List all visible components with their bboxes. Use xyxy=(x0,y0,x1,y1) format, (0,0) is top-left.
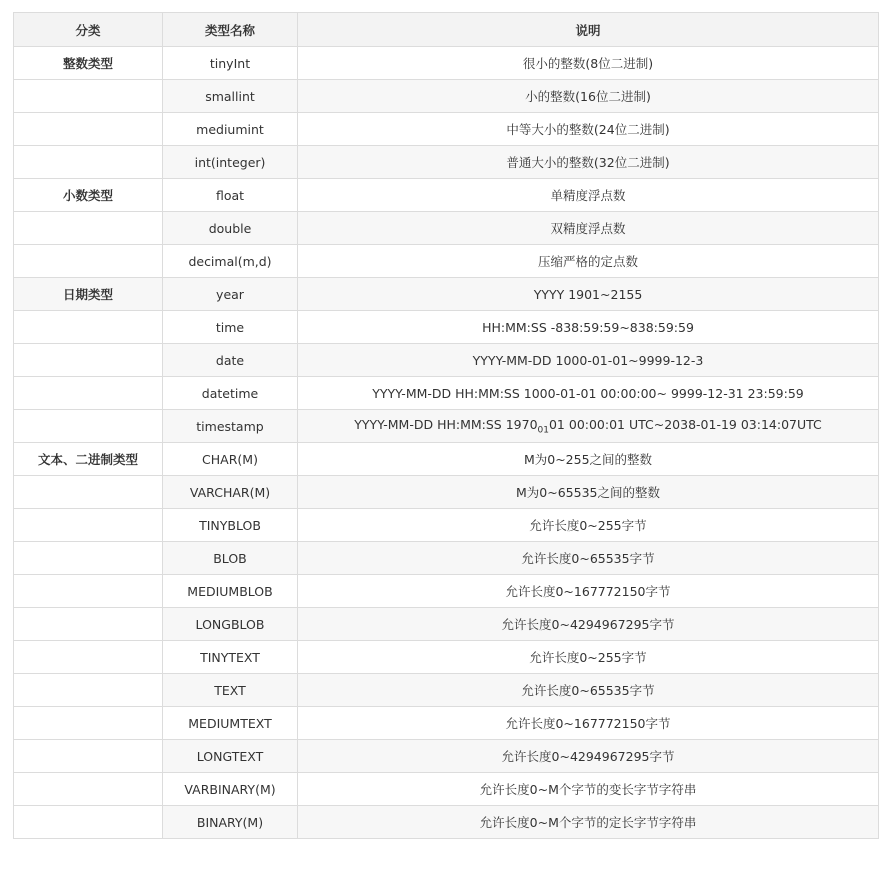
data-types-table-container xyxy=(13,12,878,839)
category-cell xyxy=(14,245,163,278)
type-name-cell: LONGTEXT xyxy=(163,740,298,773)
table-row xyxy=(14,311,879,344)
description-text: YYYY-MM-DD HH:MM:SS 1970 xyxy=(354,416,538,432)
category-cell xyxy=(14,146,163,179)
table-header xyxy=(14,13,879,47)
table-row xyxy=(14,344,879,377)
description-cell: 压缩严格的定点数 xyxy=(298,245,879,278)
description-subscript: 01 xyxy=(537,425,549,436)
category-cell xyxy=(14,410,163,443)
description-text: 01 00:00:01 UTC~2038-01-19 03:14:07UTC xyxy=(548,416,822,432)
description-cell: 允许长度0~65535字节 xyxy=(298,674,879,707)
description-cell: 小的整数(16位二进制) xyxy=(298,80,879,113)
category-cell xyxy=(14,806,163,839)
category-cell xyxy=(14,608,163,641)
header-category: 分类 xyxy=(14,13,163,47)
table-row xyxy=(14,212,879,245)
table-row xyxy=(14,113,879,146)
table-row xyxy=(14,476,879,509)
description-cell: YYYY-MM-DD 1000-01-01~9999-12-3 xyxy=(298,344,879,377)
description-cell: 允许长度0~65535字节 xyxy=(298,542,879,575)
table-row xyxy=(14,179,879,212)
category-cell xyxy=(14,377,163,410)
category-cell xyxy=(14,476,163,509)
type-name-cell: TINYBLOB xyxy=(163,509,298,542)
description-cell: 中等大小的整数(24位二进制) xyxy=(298,113,879,146)
category-cell: 小数类型 xyxy=(14,179,163,212)
table-row xyxy=(14,47,879,80)
type-name-cell: date xyxy=(163,344,298,377)
category-cell xyxy=(14,80,163,113)
type-name-cell: BLOB xyxy=(163,542,298,575)
category-cell xyxy=(14,641,163,674)
header-row xyxy=(14,13,879,47)
type-name-cell: CHAR(M) xyxy=(163,443,298,476)
table-body xyxy=(14,47,879,839)
table-row xyxy=(14,740,879,773)
category-cell xyxy=(14,212,163,245)
table-row xyxy=(14,575,879,608)
table-row xyxy=(14,245,879,278)
description-cell xyxy=(298,410,879,443)
type-name-cell: int(integer) xyxy=(163,146,298,179)
category-cell: 整数类型 xyxy=(14,47,163,80)
type-name-cell: year xyxy=(163,278,298,311)
data-types-table xyxy=(13,12,879,839)
type-name-cell: time xyxy=(163,311,298,344)
description-cell: 允许长度0~167772150字节 xyxy=(298,707,879,740)
header-description: 说明 xyxy=(298,13,879,47)
category-cell xyxy=(14,542,163,575)
category-cell xyxy=(14,674,163,707)
description-cell: 双精度浮点数 xyxy=(298,212,879,245)
category-cell xyxy=(14,344,163,377)
category-cell: 日期类型 xyxy=(14,278,163,311)
description-cell: M为0~65535之间的整数 xyxy=(298,476,879,509)
description-cell: 允许长度0~167772150字节 xyxy=(298,575,879,608)
table-row xyxy=(14,443,879,476)
type-name-cell: TINYTEXT xyxy=(163,641,298,674)
type-name-cell: VARBINARY(M) xyxy=(163,773,298,806)
description-cell: 普通大小的整数(32位二进制) xyxy=(298,146,879,179)
type-name-cell: TEXT xyxy=(163,674,298,707)
type-name-cell: double xyxy=(163,212,298,245)
category-cell xyxy=(14,740,163,773)
description-cell: 单精度浮点数 xyxy=(298,179,879,212)
type-name-cell: mediumint xyxy=(163,113,298,146)
type-name-cell: BINARY(M) xyxy=(163,806,298,839)
type-name-cell: tinyInt xyxy=(163,47,298,80)
table-row xyxy=(14,509,879,542)
table-row xyxy=(14,707,879,740)
type-name-cell: float xyxy=(163,179,298,212)
header-type-name: 类型名称 xyxy=(163,13,298,47)
description-cell: M为0~255之间的整数 xyxy=(298,443,879,476)
table-row xyxy=(14,80,879,113)
type-name-cell: MEDIUMTEXT xyxy=(163,707,298,740)
category-cell: 文本、二进制类型 xyxy=(14,443,163,476)
type-name-cell: decimal(m,d) xyxy=(163,245,298,278)
table-row xyxy=(14,773,879,806)
type-name-cell: LONGBLOB xyxy=(163,608,298,641)
type-name-cell: VARCHAR(M) xyxy=(163,476,298,509)
description-cell: 很小的整数(8位二进制) xyxy=(298,47,879,80)
table-row xyxy=(14,608,879,641)
description-cell: 允许长度0~M个字节的定长字节字符串 xyxy=(298,806,879,839)
category-cell xyxy=(14,773,163,806)
description-cell: 允许长度0~255字节 xyxy=(298,641,879,674)
description-cell: YYYY-MM-DD HH:MM:SS 1000-01-01 00:00:00~ 9999-12-31 23:59:59 xyxy=(298,377,879,410)
category-cell xyxy=(14,707,163,740)
table-row xyxy=(14,146,879,179)
table-row xyxy=(14,377,879,410)
table-row xyxy=(14,641,879,674)
category-cell xyxy=(14,575,163,608)
description-cell: 允许长度0~255字节 xyxy=(298,509,879,542)
category-cell xyxy=(14,311,163,344)
category-cell xyxy=(14,509,163,542)
description-cell: HH:MM:SS -838:59:59~838:59:59 xyxy=(298,311,879,344)
category-cell xyxy=(14,113,163,146)
description-cell: 允许长度0~4294967295字节 xyxy=(298,740,879,773)
description-cell: 允许长度0~4294967295字节 xyxy=(298,608,879,641)
type-name-cell: datetime xyxy=(163,377,298,410)
table-row xyxy=(14,410,879,443)
table-row xyxy=(14,542,879,575)
table-row xyxy=(14,278,879,311)
table-row xyxy=(14,674,879,707)
description-cell: YYYY 1901~2155 xyxy=(298,278,879,311)
type-name-cell: timestamp xyxy=(163,410,298,443)
type-name-cell: smallint xyxy=(163,80,298,113)
description-cell: 允许长度0~M个字节的变长字节字符串 xyxy=(298,773,879,806)
type-name-cell: MEDIUMBLOB xyxy=(163,575,298,608)
table-row xyxy=(14,806,879,839)
